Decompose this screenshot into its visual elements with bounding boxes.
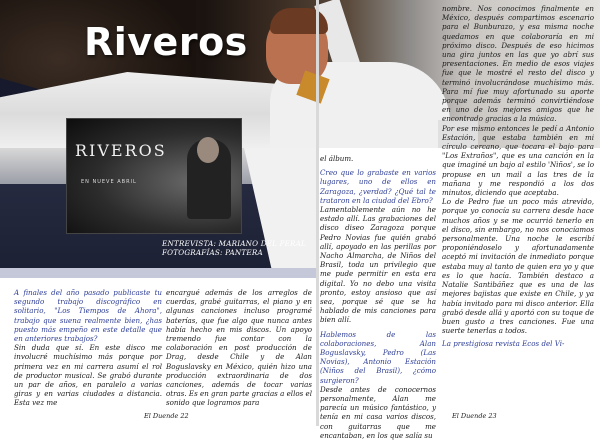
photo-person-hair bbox=[270, 8, 328, 34]
album-title: RIVEROS bbox=[75, 141, 167, 160]
footer-right: El Duende 23 bbox=[452, 412, 497, 420]
answer-album-end: el álbum. bbox=[320, 154, 354, 163]
article-title: Riveros bbox=[84, 20, 248, 64]
page-gutter bbox=[316, 0, 319, 426]
album-cover bbox=[66, 118, 242, 234]
answer-production: Sin duda que sí. En este disco me involucré muchísimo más porque por primera vez en mi carrera asumí el rol de productor musical. Se grabó durante un par de años, en paralelo a varias giras y en varias ciudades a distancia. Esta vez me bbox=[14, 343, 162, 408]
text-column-1 bbox=[14, 288, 162, 408]
text-column-4 bbox=[442, 4, 594, 349]
footer-left: El Duende 22 bbox=[144, 412, 189, 420]
text-column-3 bbox=[320, 154, 436, 440]
answer-zaragoza: Lamentablemente aún no he estado allí. Las grabaciones del disco diseo Zaragoza porque Pedro Novias fue quién grabó allí, apoyado en las perillas por Nacho Almarcha, de Niños del Brasil, toda un privilegio que me pude permitir en esta era digital. Yo no debo una visita pronto, estoy ansioso que así sea, porque sé que se ha hablado de mis canciones para bien allí. bbox=[320, 205, 436, 325]
album-face bbox=[197, 137, 219, 163]
answer-antonio: Por ese mismo entonces le pedí a Antonio Estación, que estaba también en mi círculo cercano, que tocara el bajo para "Los Extraños", que es una canción en la que imaginé un bajo al estilo 'Niños', se lo propuse en un mail a las tres de la mañana y me respondió a los dos minutos, diciendo que aceptaba. bbox=[442, 123, 595, 198]
question-production: A finales del año pasado publicaste tu segundo trabajo discográfico en solitario, "Los Tiempos de Ahora", trabajo que suena realmente bien, ¿has puesto más empeño en este detalle que en anteriores trabajos? bbox=[14, 288, 162, 344]
question-zaragoza: Creo que lo grabaste en varios lugares, uno de ellos en Zaragoza, ¿verdad? ¿Qué tal te trataron en la ciudad del Ebro? bbox=[320, 168, 436, 205]
album-subtitle: EN NUEVE ABRIL bbox=[81, 179, 137, 185]
credit-interview: ENTREVISTA: MARIANO DEL PERAL bbox=[162, 239, 307, 248]
question-collaborations: Hablemos de las colaboraciones, Alan Boguslavsky, Pedro (Las Novias), Antonio Estación (Niños del Brasil), ¿cómo surgieron? bbox=[320, 329, 436, 385]
question-ecos-del-vino: La prestigiosa revista Ecos del Vi- bbox=[442, 339, 565, 349]
photo-credits bbox=[162, 239, 306, 257]
dark-panel-wedge bbox=[244, 148, 318, 278]
credit-photos: FOTOGRAFÍAS: PANTERA bbox=[162, 248, 263, 257]
answer-collaborations-cont: nombre. Nos conocimos finalmente en México, después compartimos escenario para el Bunburazo, y esa misma noche quedamos en que colaboraría en mi próximo disco. Después de eso hicimos una gira juntos en las que yo abrí sus presentaciones. En medio de esos viajes fue que le mostré el resto del disco y terminó involucrándose muchísimo más. Para mí fue muy afortunado su aporte porque además terminó convirtiéndose en uno de los mejores amigos que he encontrado gracias a la música. bbox=[442, 4, 594, 124]
answer-production-cont: encargué además de los arreglos de cuerdas, grabé guitarras, el piano y en algunas canciones incluso programé baterías, que fue algo que nunca antes había hecho en mis discos. Un apoyo tremendo fue contar con la colaboración en post producción de Drag, desde Chile y de Alan Boguslavsky en México, quién hizo una producción extraordinaria de dos canciones, además de tocar varias otras. Es en gran parte gracias a ellos el sonido que logramos para bbox=[166, 288, 312, 408]
answer-pedro: Lo de Pedro fue un poco más atrevido, porque yo conocía su carrera desde hace muchos años y se me ocurrió tenerlo en el disco, sin embargo, no nos conocíamos personalmente. Una noche le escribí proponiéndoselo y afortunadamente aceptó mi invitación de inmediato porque estaba muy al tanto de quien era yo y que es lo que hacía. También destaco a Natalie Santibáñez que es una de las mejores bajistas que existe en Chile, y ya había invitado para mi disco anterior. Ella grabó desde allá y aportó con su toque de buen gusto a tres canciones. Fue una suerte tenerlas a todos. bbox=[442, 197, 594, 336]
dark-panel-strip bbox=[0, 268, 318, 278]
answer-collaborations: Desde antes de conocernos personalmente, Alan me parecía un músico fantástico, y tenía en mi casa varios discos, con guitarras que me encantaban, en los que salía su bbox=[320, 384, 436, 440]
text-column-2 bbox=[166, 288, 312, 408]
